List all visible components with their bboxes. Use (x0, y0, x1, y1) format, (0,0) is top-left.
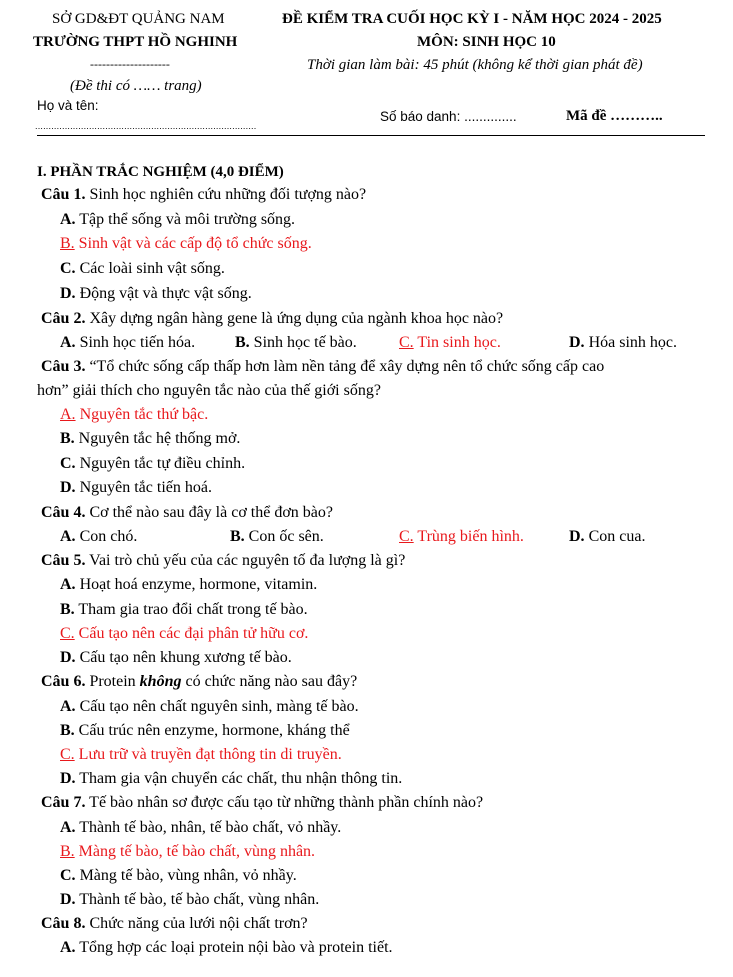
q3-option-b: B. Nguyên tắc hệ thống mở. (60, 430, 241, 447)
question-5: Câu 5. Vai trò chủ yếu của các nguyên tố đa lượng là gì? (41, 552, 406, 569)
q5-option-a: A. Hoạt hoá enzyme, hormone, vitamin. (60, 576, 318, 593)
q8-option-a: A. Tổng hợp các loại protein nội bào và protein tiết. (60, 939, 393, 956)
question-2: Câu 2. Xây dựng ngân hàng gene là ứng dụng của ngành khoa học nào? (41, 310, 504, 327)
emphasis-word: không (139, 673, 182, 690)
q1-option-d: D. Động vật và thực vật sống. (60, 285, 252, 302)
question-1 (41, 185, 366, 205)
q5-option-c-correct: C. Cấu tạo nên các đại phân tử hữu cơ. (60, 625, 309, 642)
question-3: Câu 3. “Tổ chức sống cấp thấp hơn làm nền tảng để xây dựng nên tổ chức sống cấp cao (41, 358, 605, 375)
name-label: Họ và tên: (37, 98, 99, 113)
q2-option-d: D. Hóa sinh học. (569, 334, 677, 351)
q7-option-c: C. Màng tế bào, vùng nhân, vỏ nhầy. (60, 867, 297, 884)
q6-option-b: B. Cấu trúc nên enzyme, hormone, kháng thể (60, 722, 350, 739)
q6-option-a: A. Cấu tạo nên chất nguyên sinh, màng tế bào. (60, 698, 359, 715)
header-divider (37, 135, 705, 136)
department-name: SỞ GD&ĐT QUẢNG NAM (52, 11, 225, 27)
name-dots: .................................................................................. (35, 121, 257, 131)
question-3-continued: hơn” giải thích cho nguyên tắc nào của thế giới sống? (37, 382, 381, 399)
subject-title: MÔN: SINH HỌC 10 (417, 34, 556, 50)
q2-option-b: B. Sinh học tế bào. (235, 334, 357, 351)
q7-option-d: D. Thành tế bào, tế bào chất, vùng nhân. (60, 891, 320, 908)
q4-option-b: B. Con ốc sên. (230, 528, 324, 545)
sbd-label: Số báo danh: .............. (380, 109, 517, 124)
header-dashes: -------------------- (90, 57, 170, 71)
question-8: Câu 8. Chức năng của lưới nội chất trơn? (41, 915, 308, 932)
q7-option-b-correct: B. Màng tế bào, tế bào chất, vùng nhân. (60, 843, 316, 860)
q1-option-a: A. Tập thể sống và môi trường sống. (60, 211, 296, 228)
q3-option-d: D. Nguyên tắc tiến hoá. (60, 479, 212, 496)
q6-option-d: D. Tham gia vận chuyển các chất, thu nhận thông tin. (60, 770, 403, 787)
question-4: Câu 4. Cơ thể nào sau đây là cơ thể đơn bào? (41, 504, 333, 521)
q2-option-c-correct: C. Tin sinh học. (399, 334, 501, 351)
pages-note: (Đề thi có …… trang) (70, 78, 202, 94)
q1-option-c: C. Các loài sinh vật sống. (60, 260, 225, 277)
q5-option-b: B. Tham gia trao đổi chất trong tế bào. (60, 601, 308, 618)
q4-option-c-correct: C. Trùng biến hình. (399, 528, 524, 545)
section-title: I. PHẦN TRẮC NGHIỆM (4,0 ĐIỂM) (37, 164, 284, 180)
q6-option-c-correct: C. Lưu trữ và truyền đạt thông tin di truyền. (60, 746, 342, 763)
school-name: TRƯỜNG THPT HỒ NGHINH (33, 34, 238, 50)
made-label: Mã đề ……….. (566, 108, 663, 124)
q5-option-d: D. Cấu tạo nên khung xương tế bào. (60, 649, 292, 666)
question-7: Câu 7. Tế bào nhân sơ được cấu tạo từ những thành phần chính nào? (41, 794, 484, 811)
q3-option-a-correct: A. Nguyên tắc thứ bậc. (60, 406, 209, 423)
question-label: Câu 1. (41, 186, 86, 203)
q1-option-b-correct: B. Sinh vật và các cấp độ tổ chức sống. (60, 235, 312, 252)
q2-option-a: A. Sinh học tiến hóa. (60, 334, 196, 351)
question-text: Sinh học nghiên cứu những đối tượng nào? (85, 186, 367, 203)
question-6: Câu 6. Protein không có chức năng nào sau đây? (41, 673, 358, 690)
q4-option-a: A. Con chó. (60, 528, 138, 545)
q4-option-d: D. Con cua. (569, 528, 646, 545)
q7-option-a: A. Thành tế bào, nhân, tế bào chất, vỏ nhầy. (60, 819, 342, 836)
q3-option-c: C. Nguyên tắc tự điều chỉnh. (60, 455, 246, 472)
time-note: Thời gian làm bài: 45 phút (không kể thời gian phát đề) (307, 57, 643, 73)
exam-title: ĐỀ KIỂM TRA CUỐI HỌC KỲ I - NĂM HỌC 2024 - 2025 (282, 11, 662, 27)
